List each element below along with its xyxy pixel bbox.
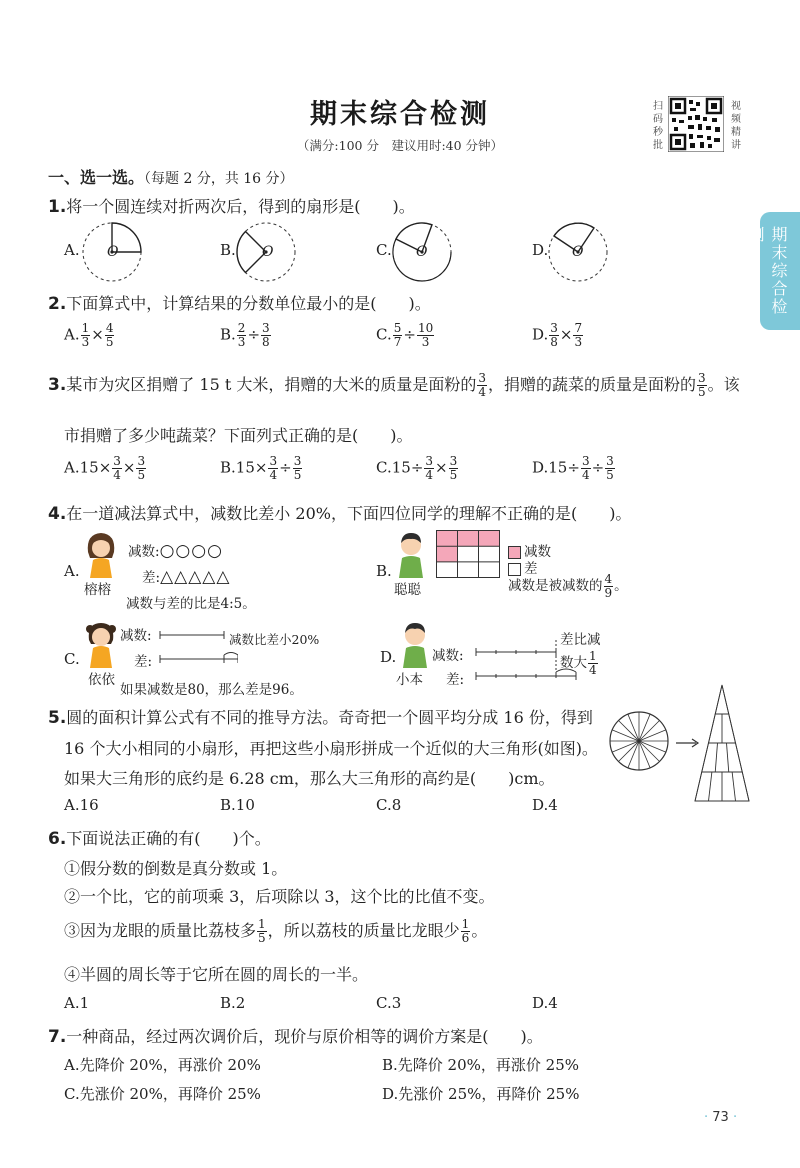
page-number: · 73 · xyxy=(704,1110,738,1125)
q3-option-a[interactable]: A.15× $\frac{3}{4}$ × $\frac{3}{5}$ xyxy=(64,454,146,482)
q2-option-a[interactable]: A. $\frac{1}{3}$ × $\frac{4}{5}$ xyxy=(64,321,114,349)
question-6: 6.下面说法正确的有( )个。 xyxy=(48,829,271,849)
q1-option-b-label[interactable]: B. xyxy=(220,241,236,259)
q3-option-c[interactable]: C.15÷ $\frac{3}{4}$ × $\frac{3}{5}$ xyxy=(376,454,458,482)
sector-edge xyxy=(722,685,729,714)
q7-option-b[interactable]: B.先降价 20%，再涨价 25% xyxy=(382,1056,580,1074)
q5-option-a[interactable]: A.16 xyxy=(64,796,99,814)
sector-edge xyxy=(736,743,743,772)
triangle-row xyxy=(715,685,729,714)
qr-right-caption: 视频精讲 xyxy=(731,101,741,151)
q4-option-b-label[interactable]: B. xyxy=(376,562,392,580)
question-7: 7.一种商品，经过两次调价后，现价与原价相等的调价方案是( )。 xyxy=(48,1027,543,1047)
sector-edge xyxy=(709,714,716,743)
q6-option-d[interactable]: D.4 xyxy=(532,994,558,1012)
q6-option-c[interactable]: C.3 xyxy=(376,994,402,1012)
q1-option-d-label[interactable]: D. xyxy=(532,241,549,259)
q4-c-bar-diagram xyxy=(158,626,238,666)
q7-option-d[interactable]: D.先涨价 25%，再降价 25% xyxy=(382,1085,580,1103)
q6-statement-1: ①假分数的倒数是真分数或 1。 xyxy=(64,859,288,878)
q6-statement-3: ③因为龙眼的质量比荔枝多 $\frac{1}{5}$ ，所以荔枝的质量比龙眼少 $\frac{1}{6}$ 。 xyxy=(64,917,488,945)
q3-option-b[interactable]: B.15× $\frac{3}{4}$ ÷ $\frac{3}{5}$ xyxy=(220,454,302,482)
q4-c-note: 如果减数是80，那么差是96。 xyxy=(120,682,303,698)
q5-option-c[interactable]: C.8 xyxy=(376,796,402,814)
q5-option-b[interactable]: B.10 xyxy=(220,796,255,814)
q5-triangle-diagram xyxy=(694,684,750,802)
q4-a-row-2: 差:△△△△△ xyxy=(142,567,231,587)
q1-c-center: O xyxy=(416,244,428,260)
q3-option-d[interactable]: D.15÷ $\frac{3}{4}$ ÷ $\frac{3}{5}$ xyxy=(532,454,614,482)
question-4: 4.在一道减法算式中，减数比差小 20%，下面四位同学的理解不正确的是( )。 xyxy=(48,504,632,524)
section-title: 一、选一选。（每题 2 分，共 16 分） xyxy=(48,168,294,187)
q4-c-row-2-label: 差: xyxy=(134,654,153,670)
sector-edge xyxy=(709,772,712,801)
question-3-line-2: 市捐赠了多少吨蔬菜？下面列式正确的是( )。 xyxy=(64,426,413,445)
question-3-line-1: 3.某市为灾区捐赠了 15 t 大米，捐赠的大米的质量是面粉的 $\frac{3}{4}$ ，捐赠的蔬菜的质量是面粉的 $\frac{3}{5}$ 。该 xyxy=(48,371,740,399)
q4-b-legend-1: 减数 xyxy=(508,540,551,560)
q4-d-student-name: 小本 xyxy=(396,672,423,688)
q6-statement-4: ④半圆的周长等于它所在圆的周长的一半。 xyxy=(64,965,369,984)
sector-edge xyxy=(729,714,736,743)
q4-option-d-label[interactable]: D. xyxy=(380,648,397,666)
q6-option-b[interactable]: B.2 xyxy=(220,994,246,1012)
question-5-line-1: 5.圆的面积计算公式有不同的推导方法。奇奇把一个圆平均分成 16 份，得到 xyxy=(48,708,593,728)
side-tab-label: 期末综合检测 xyxy=(746,226,788,316)
qr-left-caption: 扫码秒批 xyxy=(653,101,663,151)
q6-statement-2: ②一个比，它的前项乘 3，后项除以 3，这个比的比值不变。 xyxy=(64,887,495,906)
q4-a-student-name: 榕榕 xyxy=(84,582,111,598)
q1-d-center: O xyxy=(572,244,584,260)
side-tab[interactable] xyxy=(746,212,800,330)
q4-b-legend-2: 差 xyxy=(508,557,538,577)
q4-c-callout: 减数比差小20% xyxy=(229,632,320,647)
question-5-line-3: 如果大三角形的底约是 6.28 cm，那么大三角形的高约是( )cm。 xyxy=(64,769,555,788)
q5-option-d[interactable]: D.4 xyxy=(532,796,558,814)
q2-option-c[interactable]: C. $\frac{5}{7}$ ÷ $\frac{10}{3}$ xyxy=(376,321,434,349)
q4-option-c-label[interactable]: C. xyxy=(64,650,80,668)
q7-option-a[interactable]: A.先降价 20%，再涨价 20% xyxy=(64,1056,261,1074)
question-1: 1.将一个圆连续对折两次后，得到的扇形是( )。 xyxy=(48,197,415,217)
boy-avatar-icon xyxy=(394,530,428,580)
q1-option-c-label[interactable]: C. xyxy=(376,241,392,259)
q4-c-row-1-label: 减数: xyxy=(120,628,152,644)
q4-d-callout-2: 数大 $\frac{1}{4}$ xyxy=(560,649,597,677)
q4-b-grid xyxy=(436,530,500,578)
q4-a-row-1: 减数:○○○○ xyxy=(128,541,223,561)
sector-edge xyxy=(702,743,709,772)
q4-d-callout-1: 差比减 xyxy=(560,632,601,648)
sector-edge xyxy=(727,743,729,772)
q2-option-b[interactable]: B. $\frac{2}{3}$ ÷ $\frac{3}{8}$ xyxy=(220,321,270,349)
q1-b-center: O xyxy=(262,244,274,260)
q4-option-a-label[interactable]: A. xyxy=(64,562,80,580)
question-2: 2.下面算式中，计算结果的分数单位最小的是( )。 xyxy=(48,294,431,314)
sector-edge xyxy=(715,743,717,772)
qr-code-icon[interactable] xyxy=(668,96,724,152)
question-5-line-2: 16 个大小相同的小扇形，再把这些小扇形拼成一个近似的大三角形(如图)。 xyxy=(64,739,598,758)
q1-a-center: O xyxy=(107,244,119,260)
q4-d-row-2-label: 差: xyxy=(446,672,465,688)
page-title: 期末综合检测 xyxy=(310,99,490,130)
sector-edge xyxy=(695,772,702,801)
q7-option-c[interactable]: C.先涨价 20%，再降价 25% xyxy=(64,1085,261,1103)
q4-b-student-name: 聪聪 xyxy=(394,582,421,598)
page-subtitle: （满分:100 分 建议用时:40 分钟） xyxy=(296,138,504,153)
q1-option-a-label[interactable]: A. xyxy=(64,241,80,259)
sector-edge xyxy=(715,685,722,714)
girl-avatar-icon xyxy=(84,530,118,580)
girl-avatar-icon xyxy=(84,620,118,670)
q4-d-row-1-label: 减数: xyxy=(432,648,464,664)
q4-b-note: 减数是被减数的 $\frac{4}{9}$ 。 xyxy=(508,572,628,600)
boy-avatar-icon xyxy=(398,620,432,670)
sector-edge xyxy=(742,772,749,801)
q2-option-d[interactable]: D. $\frac{3}{8}$ × $\frac{7}{3}$ xyxy=(532,321,583,349)
q4-c-student-name: 依依 xyxy=(88,672,115,688)
q4-a-note: 减数与差的比是4:5。 xyxy=(126,596,256,612)
q6-option-a[interactable]: A.1 xyxy=(64,994,90,1012)
sector-edge xyxy=(732,772,735,801)
q5-circle-16-sectors xyxy=(608,710,670,772)
